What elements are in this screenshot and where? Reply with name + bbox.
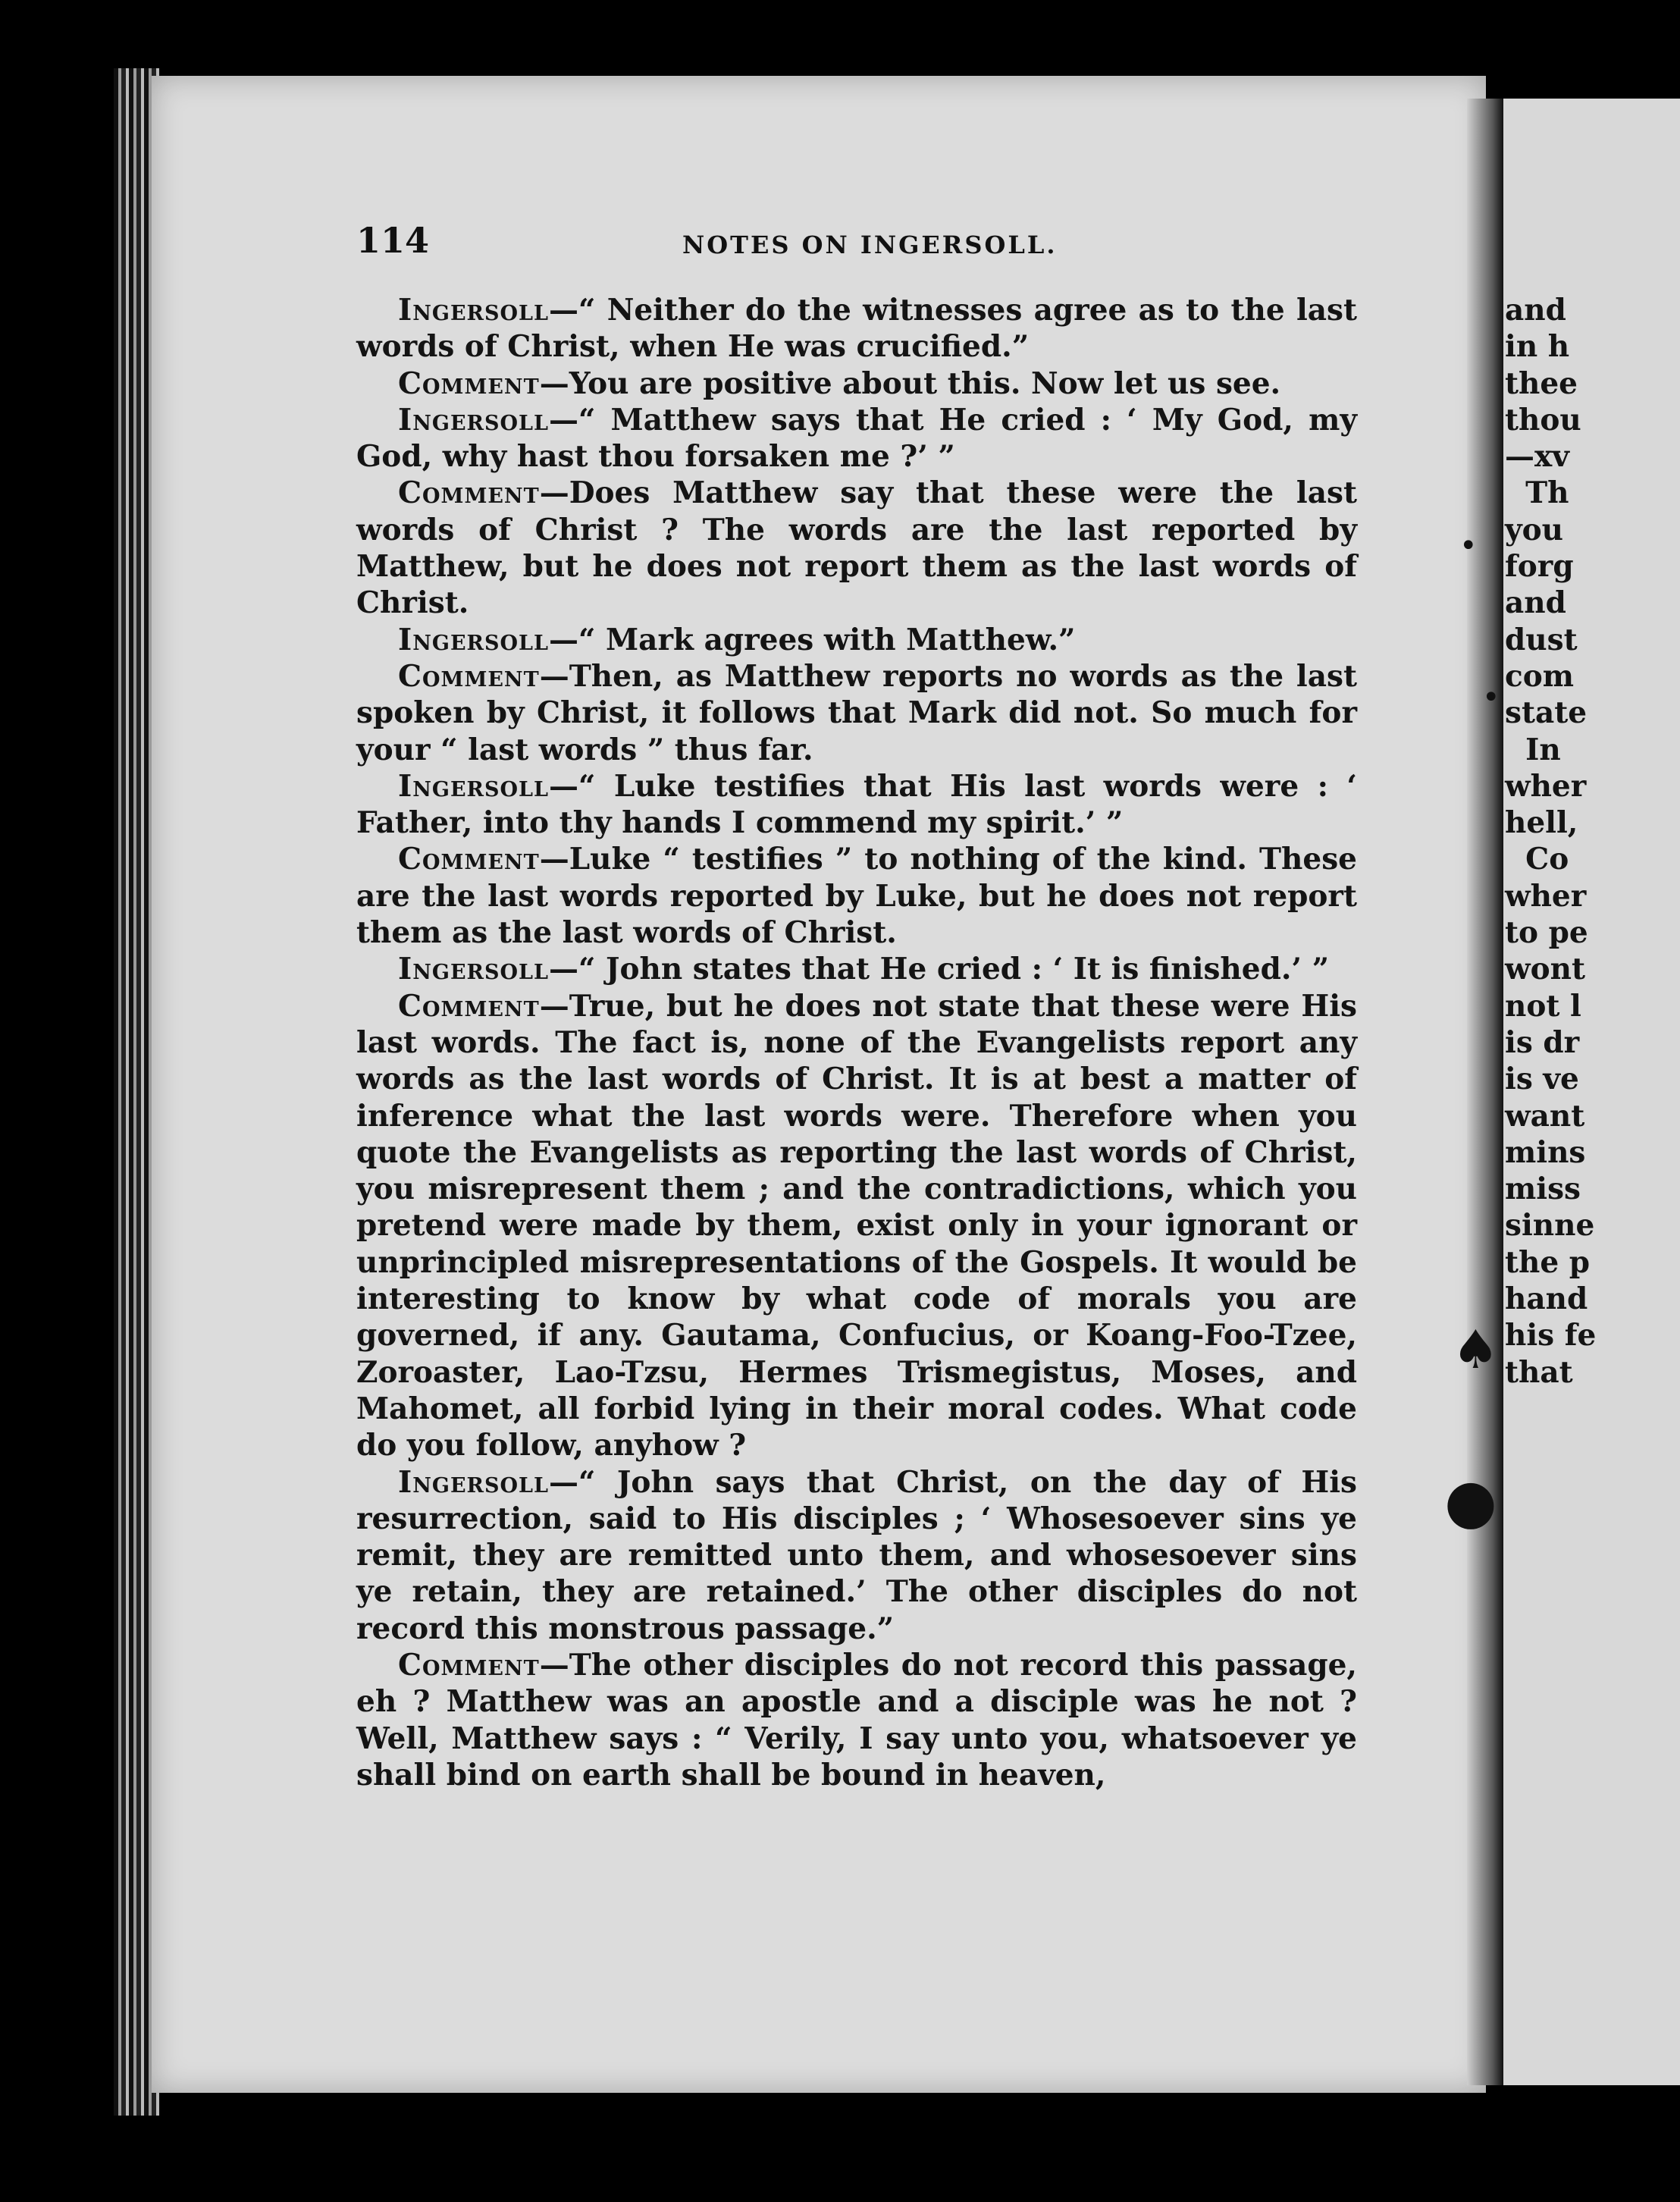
right-page-line: that — [1505, 1354, 1573, 1390]
right-page-line: thou — [1505, 402, 1581, 438]
right-page-line: dust — [1505, 622, 1578, 657]
paragraph-text: —“ Luke testifies that His last words were : ‘ Father, into thy hands I commend my spirit.’ ” — [356, 768, 1357, 841]
paragraph — [356, 988, 1357, 1464]
page-number: 114 — [356, 220, 430, 261]
speaker-label: Ingersoll — [398, 1464, 549, 1500]
right-page — [1503, 99, 1680, 2085]
right-page-line: his fe — [1505, 1318, 1597, 1354]
paragraph-text: —“ John states that He cried : ‘ It is finished.’ ” — [549, 952, 1330, 987]
right-page-line: mins — [1505, 1134, 1586, 1170]
paragraph — [356, 402, 1357, 475]
right-page-line: is dr — [1505, 1024, 1580, 1060]
speaker-label: Ingersoll — [398, 293, 549, 328]
paragraph — [356, 658, 1357, 768]
speaker-label: Ingersoll — [398, 622, 549, 657]
paragraph-text: —“ John says that Christ, on the day of His resurrection, said to His disciples ; ‘ Whosesoever sins ye remit, they are remitted unto them, and whosesoever sins ye retain, they are retained.’ The other disciples do not record this monstrous passage.” — [356, 1464, 1357, 1646]
paragraph-text: —You are positive about this. Now let us see. — [539, 365, 1281, 401]
paragraph — [356, 841, 1357, 951]
binding-mark: • — [1482, 680, 1500, 715]
page-header — [356, 220, 1357, 265]
right-page-line: you — [1505, 512, 1564, 547]
paragraph — [356, 475, 1357, 621]
paragraph-text: —True, but he does not state that these were His last words. The fact is, none of the Evangelists report any words as the last words of Christ. It is at best a matter of inference what the last words were. Therefore when you quote the Evangelists as reporting the last words of Christ, you misrepresent them ; and the contradictions, which you pretend were made by them, exist only in your ignorant or unprincipled misrepresentations of the Gospels. It would be interesting to know by what code of morals you are governed, if any. Gautama, Confucius, or Koang-Foo-Tzee, Zoroaster, Lao-Tzsu, Hermes Trismegistus, Moses, and Mahomet, all forbid lying in their moral codes. What code do you follow, anyhow ? — [356, 988, 1357, 1463]
binding-mark: • — [1459, 529, 1478, 563]
paragraph-text: —“ Mark agrees with Matthew.” — [549, 622, 1076, 657]
right-page-line: hell, — [1505, 805, 1578, 841]
right-page-line: miss — [1505, 1172, 1581, 1207]
right-page-line: wher — [1505, 878, 1587, 914]
speaker-label: Comment — [398, 475, 540, 511]
paragraph-text: —“ Matthew says that He cried : ‘ My God, my God, why hast thou forsaken me ?’ ” — [356, 402, 1357, 475]
right-page-line: to pe — [1505, 915, 1588, 951]
right-page-line: hand — [1505, 1281, 1588, 1317]
right-page-line: sinne — [1505, 1208, 1595, 1244]
right-page-line: forg — [1505, 549, 1574, 585]
paragraph-text: —Then, as Matthew reports no words as the last spoken by Christ, it follows that Mark did not. So much for your “ last words ” thus far. — [356, 658, 1357, 767]
right-page-line: Th — [1505, 475, 1569, 511]
body-text — [356, 292, 1357, 1793]
right-page-line: wher — [1505, 768, 1587, 804]
speaker-label: Comment — [398, 842, 540, 877]
right-page-line: Co — [1505, 842, 1569, 877]
right-page-line: and — [1505, 585, 1566, 621]
right-page-line: in h — [1505, 329, 1570, 365]
paragraph-text: —“ Neither do the witnesses agree as to the last words of Christ, when He was crucified.” — [356, 293, 1357, 365]
paragraph — [356, 951, 1357, 987]
paragraph — [356, 768, 1357, 842]
right-page-line: —xv — [1505, 439, 1569, 475]
paragraph — [356, 1464, 1357, 1647]
right-page-line: is ve — [1505, 1062, 1579, 1097]
paragraph-text: —Does Matthew say that these were the last words of Christ ? The words are the last reported by Matthew, but he does not report them as the last words of Christ. — [356, 475, 1357, 621]
binding-mark: ♠ — [1452, 1319, 1500, 1381]
paragraph — [356, 622, 1357, 658]
speaker-label: Comment — [398, 658, 540, 694]
speaker-label: Ingersoll — [398, 402, 549, 438]
paragraph — [356, 365, 1357, 402]
paragraph-text: —Luke “ testifies ” to nothing of the kind. These are the last words reported by Luke, but he does not report them as the last words of Christ. — [356, 842, 1357, 951]
running-head: NOTES ON INGERSOLL. — [682, 231, 1058, 259]
right-page-line: want — [1505, 1098, 1585, 1134]
speaker-label: Ingersoll — [398, 952, 549, 987]
speaker-label: Comment — [398, 1647, 540, 1683]
book-gutter — [1467, 99, 1503, 2085]
right-page-line: thee — [1505, 365, 1578, 401]
right-page-line: and — [1505, 293, 1566, 328]
right-page-line: the p — [1505, 1244, 1591, 1280]
right-page-line: not l — [1505, 988, 1581, 1024]
binding-mark: ● — [1444, 1466, 1497, 1536]
right-page-line: state — [1505, 695, 1588, 731]
right-page-line: com — [1505, 658, 1575, 694]
speaker-label: Ingersoll — [398, 768, 549, 804]
speaker-label: Comment — [398, 988, 540, 1024]
paragraph-text: —The other disciples do not record this passage, eh ? Matthew was an apostle and a disciple was he not ? Well, Matthew says : “ Verily, I say unto you, whatsoever ye shall bind on earth shall be bound in heaven, — [356, 1647, 1357, 1793]
paragraph — [356, 292, 1357, 365]
right-page-line: In — [1505, 732, 1561, 767]
speaker-label: Comment — [398, 365, 540, 401]
right-page-line: wont — [1505, 952, 1585, 987]
paragraph — [356, 1647, 1357, 1793]
right-page-text — [1505, 292, 1596, 1391]
